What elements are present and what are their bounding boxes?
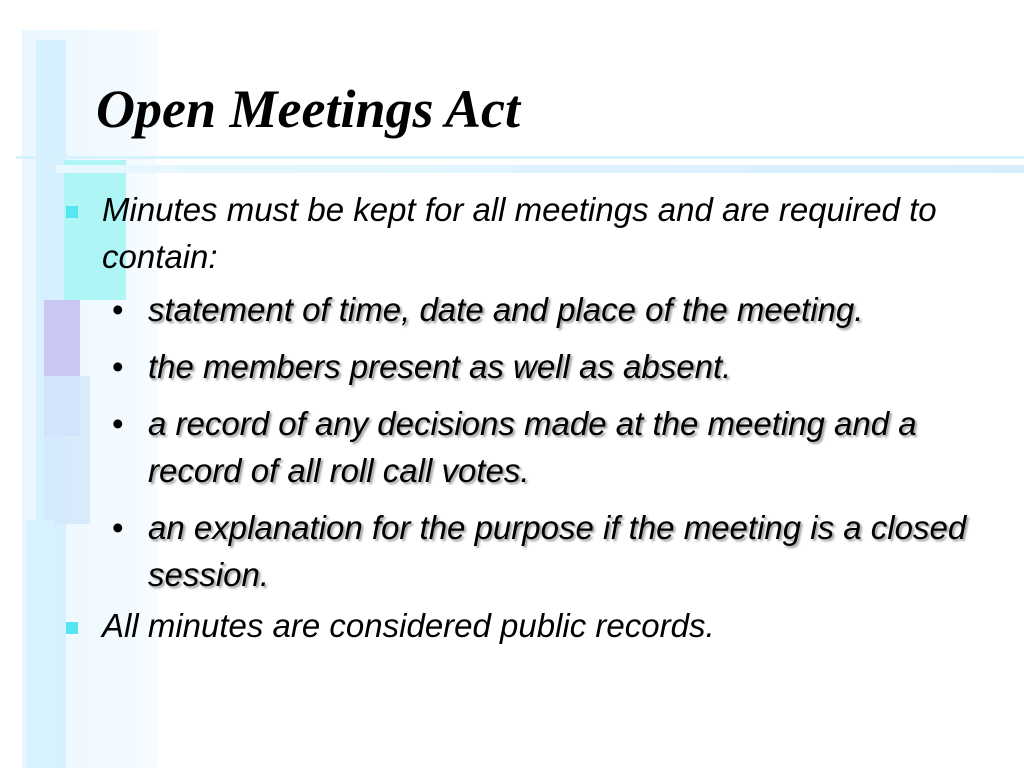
slide-title: Open Meetings Act [96, 79, 520, 139]
bullet-text: Minutes must be kept for all meetings and are required to contain: [102, 191, 937, 275]
dot-bullet-icon: • [112, 348, 124, 385]
bullet-item [60, 602, 1000, 649]
sub-bullet-item [60, 400, 1000, 494]
dot-bullet-icon: • [112, 509, 124, 546]
sub-bullet-text: statement of time, date and place of the meeting. [148, 291, 864, 328]
sub-bullet-item [60, 343, 1000, 390]
slide-content [60, 186, 1000, 649]
sub-bullet-text: a record of any decisions made at the meeting and a record of all roll call votes. [148, 405, 917, 489]
dot-bullet-icon: • [112, 291, 124, 328]
title-divider-band [56, 165, 1024, 173]
sub-bullet-text: an explanation for the purpose if the meeting is a closed session. [148, 509, 967, 593]
sub-bullet-text: the members present as well as absent. [148, 348, 732, 385]
decorative-block [26, 520, 54, 768]
title-divider-line [16, 156, 1024, 159]
square-bullet-icon [66, 206, 78, 218]
sub-bullet-list [60, 286, 1000, 598]
sub-bullet-item [60, 286, 1000, 333]
sub-bullet-item [60, 504, 1000, 598]
bullet-text: All minutes are considered public records. [102, 607, 715, 644]
square-bullet-icon [66, 622, 78, 634]
dot-bullet-icon: • [112, 405, 124, 442]
bullet-item [60, 186, 1000, 280]
